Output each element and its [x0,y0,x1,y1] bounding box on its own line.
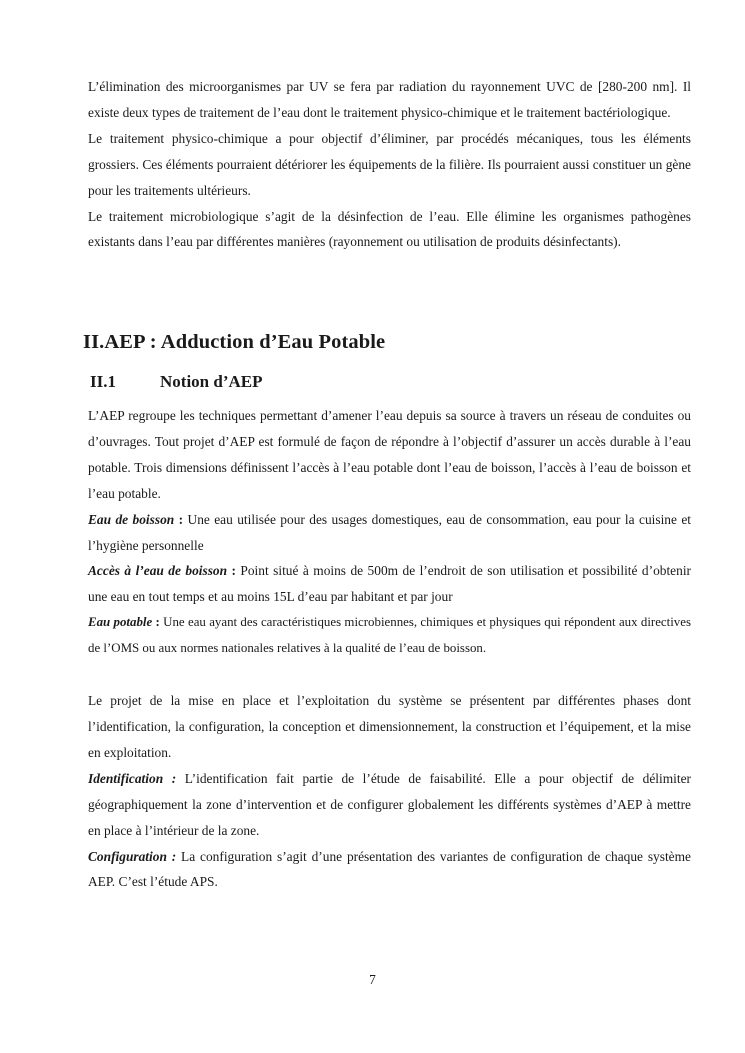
paragraph-gap [88,662,691,688]
definition-acces-eau [88,558,691,610]
definition-configuration [88,844,691,896]
definition-label: Eau potable [88,615,153,630]
definition-label: Accès à l’eau de boisson [88,563,228,579]
section-body [88,403,691,895]
definition-text: La configuration s’agit d’une présentation des variantes de configuration de chaque système AEP. C’est l’étude APS. [88,848,691,890]
intro-paragraph-2: Le traitement physico-chimique a pour objectif d’éliminer, par procédés mécaniques, tous les éléments grossiers. Ces éléments pourraient détériorer les équipements de la filière. Ils pourraient aussi constituer un gène pour les traitements ultérieurs. [88,130,691,198]
definition-identification [88,766,691,844]
definition-eau-de-boisson [88,507,691,559]
intro-block [88,74,691,255]
subsection-number: II.1 [90,372,116,391]
definition-text: Une eau utilisée pour des usages domestiques, eau de consommation, eau pour la cuisine et l’hygiène personnelle [88,511,692,553]
definition-text: Une eau ayant des caractéristiques microbiennes, chimiques et physiques qui répondent aux directives de l’OMS ou aux normes nationales relatives à la qualité de l’eau de boisson. [88,615,691,656]
intro-paragraph-3: Le traitement microbiologique s’agit de la désinfection de l’eau. Elle élimine les organismes pathogènes existants dans l’eau par différentes manières (rayonnement ou utilisation de produits désinfectants). [88,208,691,250]
intro-paragraph-1: L’élimination des microorganismes par UV se fera par radiation du rayonnement UVC de [280-200 nm]. Il existe deux types de traitement de l’eau dont le traitement physico-chimique et le traitement bactériologique. [88,79,691,120]
definition-label: Configuration : [88,848,177,864]
subsection-title: Notion d’AEP [160,372,263,391]
definition-label: Identification : [88,770,177,786]
subsection-heading [90,372,262,392]
definition-colon: : [231,563,236,579]
definition-text: L’identification fait partie de l’étude de faisabilité. Elle a pour objectif de délimiter géographiquement la zone d’intervention et de configurer globalement les différents systèmes d’AEP à mettre en place à l’intérieur de la zone. [88,770,691,838]
definition-eau-potable [88,610,691,662]
definition-colon: : [178,511,184,527]
section-heading-aep: II.AEP : Adduction d’Eau Potable [83,331,386,353]
page-number: 7 [369,972,376,987]
aep-paragraph: L’AEP regroupe les techniques permettant d’amener l’eau depuis sa source à travers un réseau de conduites ou d’ouvrages. Tout projet d’AEP est formulé de façon de répondre à l’objectif d’assurer un accès durable à l’eau potable. Trois dimensions définissent l’accès à l’eau potable dont l’eau de boisson, l’accès à l’eau de boisson et l’eau potable. [88,408,691,501]
phases-paragraph: Le projet de la mise en place et l’exploitation du système se présentent par différentes phases dont l’identification, la configuration, la conception et dimensionnement, la construction et l’équipement, et la mise en exploitation. [88,693,691,760]
definition-label: Eau de boisson [88,511,175,527]
definition-colon: : [155,615,160,630]
definition-text: Point situé à moins de 500m de l’endroit de son utilisation et possibilité d’obtenir une eau en tout temps et au moins 15L d’eau par habitant et par jour [88,563,691,605]
